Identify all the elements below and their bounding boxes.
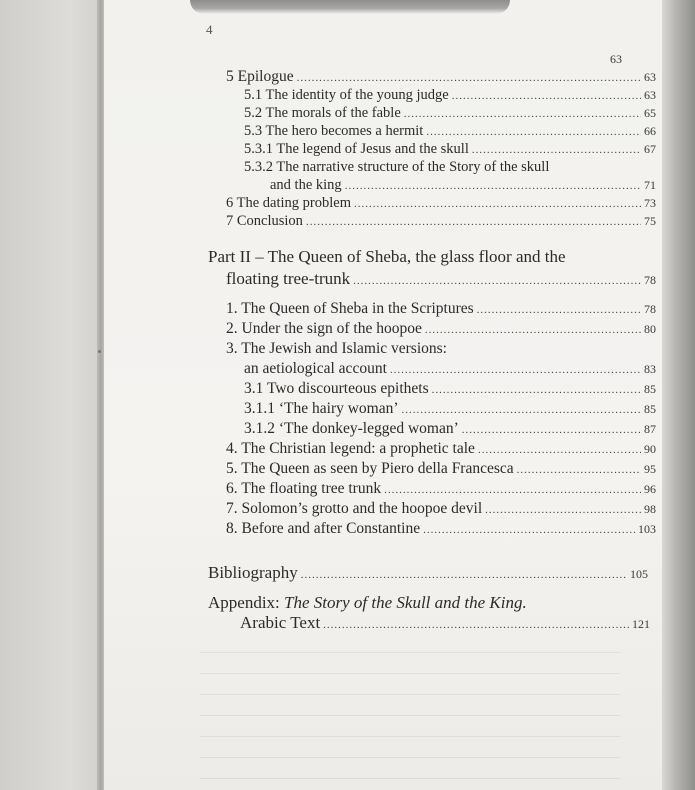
toc-entry: 2. Under the sign of the hoopoe ..... 80 [226, 320, 656, 338]
toc-entry: 7 Conclusion ..... 75 [226, 212, 656, 230]
page-number: 4 [206, 22, 213, 37]
toc-entry: 3. The Jewish and Islamic versions: [226, 340, 447, 357]
toc-entry: 5.1 The identity of the young judge ..... 63 [244, 86, 656, 104]
toc-entry: 6 The dating problem ..... 73 [226, 194, 656, 212]
toc-entry: 7. Solomon’s grotto and the hoopoe devil ..... 98 [226, 500, 656, 518]
toc-entry: 3.1.1 ‘The hairy woman’ ..... 85 [244, 400, 656, 418]
toc-entry: 5.3.2 The narrative structure of the Story of the skull [244, 159, 550, 175]
toc-entry: Appendix: The Story of the Skull and the King. [208, 593, 527, 612]
toc-page-top: 63 [610, 52, 622, 66]
toc-entry: 5.3.1 The legend of Jesus and the skull ..... 67 [244, 140, 656, 158]
bleed-through [200, 640, 620, 780]
toc-entry: and the king ..... 71 [270, 176, 656, 194]
top-shadow [190, 0, 510, 14]
page-edge [662, 0, 695, 790]
toc-entry: 1. The Queen of Sheba in the Scriptures ..... 78 [226, 300, 656, 318]
toc-entry: Bibliography ..... 105 [208, 564, 648, 582]
toc-entry: 5. The Queen as seen by Piero della Francesca ..... 95 [226, 460, 656, 478]
toc-entry: 3.1.2 ‘The donkey-legged woman’ ..... 87 [244, 420, 656, 438]
toc-entry: 6. The floating tree trunk ..... 96 [226, 480, 656, 498]
toc-entry: floating tree-trunk ..... 78 [226, 270, 656, 288]
toc-entry: 5 Epilogue ..... 63 [226, 68, 656, 86]
toc-entry: an aetiological account ..... 83 [244, 360, 656, 378]
left-page [0, 0, 100, 790]
speck [98, 350, 101, 353]
toc-entry: 3.1 Two discourteous epithets ..... 85 [244, 380, 656, 398]
toc-entry: 4. The Christian legend: a prophetic tale ..... 90 [226, 440, 656, 458]
toc-entry: 5.2 The morals of the fable ..... 65 [244, 104, 656, 122]
toc-part-heading: Part II – The Queen of Sheba, the glass floor and the [208, 247, 566, 266]
toc-entry: Arabic Text ..... 121 [240, 614, 650, 632]
toc-entry: 5.3 The hero becomes a hermit ..... 66 [244, 122, 656, 140]
toc-entry: 8. Before and after Constantine ..... 103 [226, 520, 656, 538]
